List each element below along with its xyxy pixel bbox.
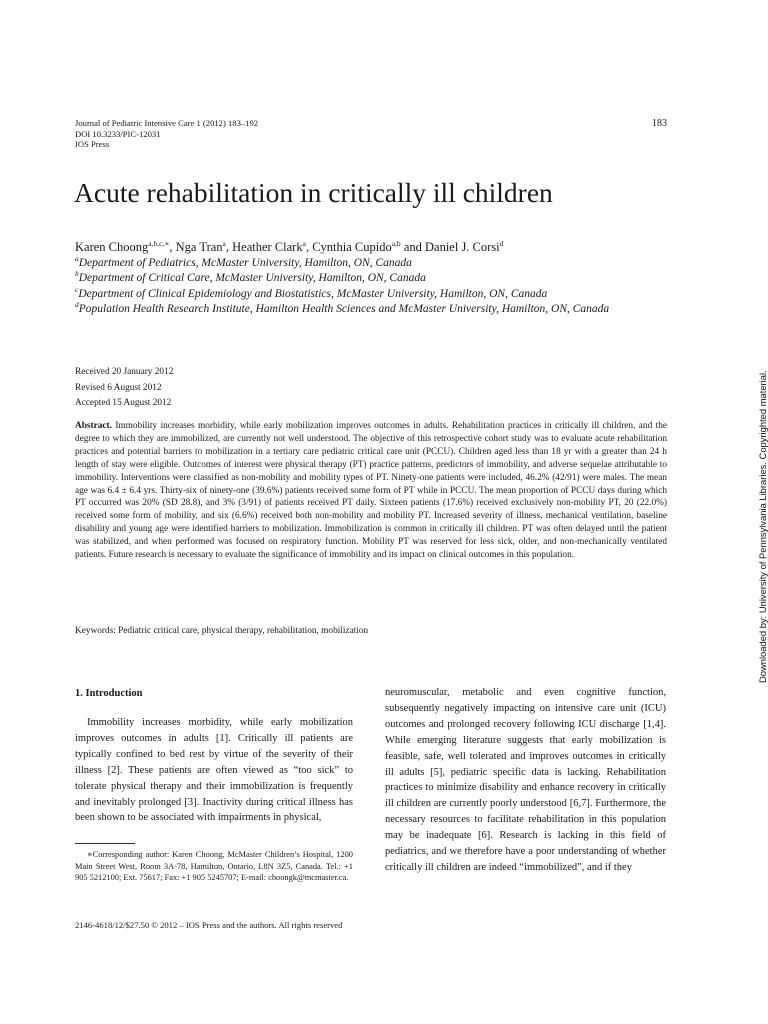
affiliation-key: d	[75, 299, 79, 309]
received-date: Received 20 January 2012	[75, 367, 174, 377]
intro-left-column: Immobility increases morbidity, while early mobilization improves outcomes in adults [1]. Critically ill patients are typically confined to bed rest by virtue of the severity of their illness [2]. These patients are often viewed as “too sick” to tolerate physical therapy and their immobilization is frequently and inevitably prolonged [3]. Inactivity during critical illness has been shown to be associated with impairments in physical,	[75, 717, 353, 824]
copyright-line: 2146-4618/12/$27.50 © 2012 – IOS Press and the authors. All rights reserved	[75, 920, 343, 930]
affiliation-item	[75, 284, 675, 302]
author-affil-marker: a,b,c,	[148, 239, 165, 248]
author-separator: and	[400, 240, 425, 254]
author-list	[75, 239, 503, 255]
author-separator: ,	[169, 240, 176, 254]
section-heading: 1. Introduction	[75, 688, 143, 699]
corresponding-author-star: ∗	[164, 239, 170, 248]
accepted-date: Accepted 15 August 2012	[75, 398, 172, 408]
affiliation-item	[75, 271, 675, 286]
revised-date: Revised 6 August 2012	[75, 382, 162, 393]
article-history	[75, 365, 173, 412]
journal-doi: DOI 10.3233/PIC-12031	[75, 128, 161, 139]
author-name: Nga Tran	[175, 240, 223, 254]
abstract-label: Abstract.	[75, 421, 112, 431]
author-affil-marker: a	[222, 239, 226, 248]
affiliation-item	[75, 299, 675, 317]
intro-right-column: neuromuscular, metabolic and even cognitive function, subsequently negatively impacting on intensive care unit (ICU) outcomes and prolonged recovery following ICU discharge [1,4]. While emerging literature suggests that early mobilization is feasible, safe, well tolerated and improves outcomes in critically ill adults [5], pediatric specific data is lacking. Rehabilitation practices to minimize disability and enhance recovery in critically ill children are currently poorly understood [6,7]. Furthermore, the necessary resources to facilitate rehabilitation in this population may be inadequate [6]. Research is lacking in this field of pediatrics, and we therefore have a poor understanding of whether critically ill children are indeed “immobilized”, and if they	[385, 687, 666, 873]
author-affil-marker: d	[499, 239, 504, 248]
journal-publisher: IOS Press	[75, 139, 110, 149]
journal-header	[75, 118, 258, 150]
corresponding-author-footnote: ∗Corresponding author: Karen Choong, McMaster Children’s Hospital, 1200 Main Street West, Room 3A-78, Hamilton, Ontario, L8N 3Z5, Canada. Tel.: +1 905 5212100; Ext. 75617; Fax: +1 905 5245707; E-mail: choongk@mcmaster.ca.	[75, 850, 353, 883]
download-notice-text: Downloaded by: University of Pennsylvania Libraries. Copyrighted material.	[757, 370, 768, 683]
abstract-text: Immobility increases morbidity, while early mobilization improves outcomes in adults. Rehabilitation practices in critically ill children, and the degree to which they are immobilized, are currently not well understood. The objective of this retrospective cohort study was to evaluate acute rehabilitation practices and potential barriers to mobilization in a tertiary care pediatric critical care unit (PCCU). Children aged less than 18 yr with a greater than 24 h length of stay were eligible. Outcomes of interest were physical therapy (PT) practice patterns, predictors of immobility, and adverse sequelae attributable to immobility. Interventions were classified as non-mobility and mobility types of PT. Ninety-one patients were included, 46.2% (42/91) were males. The mean age was 6.4 ± 6.4 yrs. Thirty-six of ninety-one (39.6%) patients received some form of PT while in PCCU. The mean proportion of PCCU days during which PT occurred was 20% (SD 28.8), and 3% (3/91) of patients received PT daily. Sixteen patients (17.6%) received exclusively non-mobility PT, 20 (22.0%) received some form of mobility, and six (6.6%) received both non-mobility and mobility PT. Increased severity of illness, mechanical ventilation, baseline disability and young age were identified barriers to mobilization. Immobilization is common in critically ill children. PT was often delayed until the patient was stabilized, and when performed was focused on respiratory function. Mobility PT was reserved for less sick, older, and non-mechanically ventilated patients. Future research is necessary to evaluate the significance of immobility and its impact on clinical outcomes in this population.	[75, 421, 667, 561]
download-notice	[758, 353, 768, 683]
author-affil-marker: a,b	[391, 239, 401, 248]
author-name: Daniel J. Corsi	[425, 240, 500, 254]
author-affil-marker: a	[302, 239, 306, 248]
author-name: Karen Choong	[75, 240, 149, 254]
affiliation-text: Department of Clinical Epidemiology and Biostatistics, McMaster University, Hamilton, ON, Canada	[78, 287, 548, 300]
affiliation-list	[75, 256, 675, 317]
affiliation-text: Department of Critical Care, McMaster University, Hamilton, ON, Canada	[78, 272, 426, 285]
affiliation-text: Population Health Research Institute, Hamilton Health Sciences and McMaster University, Hamilton, ON, Canada	[78, 302, 610, 315]
author-name: Cynthia Cupido	[312, 240, 392, 254]
affiliation-item	[75, 256, 675, 271]
affiliation-key: a	[75, 254, 79, 263]
affiliation-key: b	[75, 269, 79, 279]
paper-title: Acute rehabilitation in critically ill children	[74, 177, 553, 208]
footnote-divider	[75, 843, 135, 844]
author-separator: ,	[305, 240, 313, 254]
author-separator: ,	[225, 240, 233, 254]
journal-citation: Journal of Pediatric Intensive Care 1 (2012) 183–192	[75, 118, 259, 128]
keywords: Keywords: Pediatric critical care, physical therapy, rehabilitation, mobilization	[75, 626, 369, 636]
affiliation-text: Department of Pediatrics, McMaster University, Hamilton, ON, Canada	[78, 257, 412, 269]
affiliation-key: c	[75, 284, 79, 294]
page-number: 183	[652, 118, 667, 129]
author-name: Heather Clark	[232, 240, 303, 254]
abstract	[75, 420, 667, 562]
